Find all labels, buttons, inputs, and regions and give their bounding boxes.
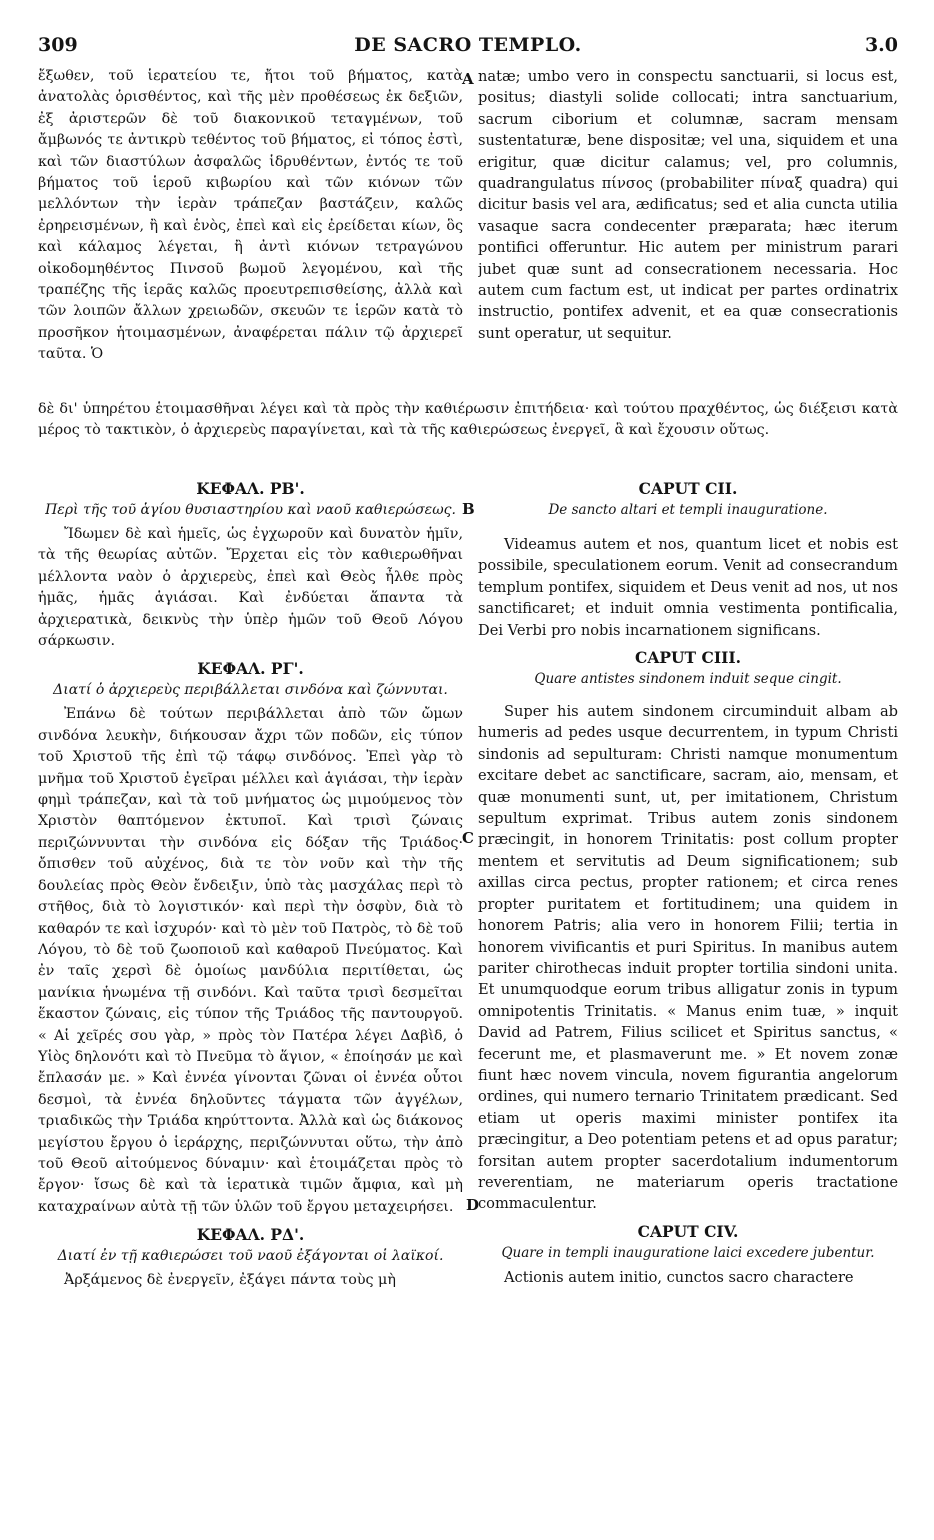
- chapter-subtitle: De sancto altari et templi inauguratione.: [548, 502, 828, 518]
- page-number-left: 309: [38, 34, 78, 56]
- margin-letter-b: B: [462, 500, 475, 518]
- greek-chapter-104: [38, 1224, 463, 1291]
- chapter-subtitle: Διατί ἐν τῇ καθιερώσει τοῦ ναοῦ ἐξάγονται οἱ λαϊκοί.: [57, 1248, 444, 1265]
- page-title: DE SACRO TEMPLO.: [354, 34, 582, 56]
- latin-column-chapters: [478, 478, 898, 1538]
- margin-letter-d: D: [466, 1196, 480, 1214]
- margin-letter-c: C: [462, 829, 474, 847]
- chapter-text: Ἴδωμεν δὲ καὶ ἡμεῖς, ὡς ἐγχωροῦν καὶ δυνατὸν ἡμῖν, τὰ τῆς θεωρίας αὐτῶν. Ἔρχεται εἰς τὸν καθιερωθῆναι μέλλοντα ναὸν ὁ ἀρχιερεὺς, ἐπεὶ καὶ Θεὸς ἦλθε πρὸς ἡμᾶς, ἡμᾶς ἁγιάσαι. Καὶ ἐνδύεται ἅπαντα τὰ ἀρχιερατικὰ, δεικνὺς τὴν ὑπὲρ ἡμῶν τοῦ Θεοῦ Λόγου σάρκωσιν.: [38, 526, 463, 650]
- chapter-subtitle: Quare antistes sindonem induit seque cingit.: [534, 671, 842, 688]
- page-number-right: 3.0: [864, 34, 898, 56]
- chapter-heading: CAPUT CII.: [638, 479, 738, 498]
- latin-column-top: [478, 66, 898, 396]
- chapter-heading: CAPUT CIII.: [635, 648, 741, 668]
- latin-top-paragraph: natæ; umbo vero in conspectu sanctuarii, si locus est, positus; diastyli solide collocati; intra sanctuarium, sacrum ciborium et columnæ, sacram mensam sustentaturæ, bene dispositæ; vel una, siquidem et una erigitur, quæ dicitur calamus; vel, pro columnis, quadrangulatus πίνσος (probabiliter πίναξ quadra) qui dicitur basis vel ara, ædificatus; sed et alia cuncta utilia vasaque sacra condecenter præparata; hæc iterum pontifici offeruntur. Hic autem per ministrum parari jubet quæ sunt ad consecrationem necessaria. Hoc autem cum factum est, ut indicat per partes ordinatrix instructio, pontifex advenit, et ea quæ consecrationis sunt operatur, ut sequitur.: [478, 68, 898, 342]
- chapter-text: Videamus autem et nos, quantum licet et nobis est possibile, speculationem eorum. Venit ad consecrandum templum pontifex, siquidem et Deus venit ad nos, ut nos sanctificaret; et induit omnia vestimenta pontificalia, Dei Verbi pro nobis incarnationem significans.: [478, 536, 898, 639]
- greek-column-chapters: [38, 478, 463, 1538]
- chapter-subtitle: Quare in templi inauguratione laici excedere jubentur.: [501, 1244, 875, 1261]
- latin-chapter-104: [478, 1221, 898, 1288]
- chapter-text: Actionis autem initio, cunctos sacro charactere: [504, 1268, 854, 1286]
- greek-chapter-103: [38, 658, 463, 1218]
- greek-chapter-102: [38, 478, 463, 652]
- chapter-text: Super his autem sindonem circuminduit albam ab humeris ad pedes usque decurrentem, in typum Christi sindonis ad sepulturam: Christi namque monumentum excitare debet ac sanctificare, sacram, aio, mensam, et quæ monumenti sunt, ut, per imitationem, Christum sepultum exprimat. Tribus autem zonis sindonem præcingit, in honorem Trinitatis: post collum propter mentem et servitutis ad Deum significationem; sub axillas circa pectus, propter rationem; et circa renes propter puritatem et fortitudinem; una quidem in honorem Patris; alia vero in honorem Filii; tertia in honorem vivificantis et puri Spiritus. In manibus autem pariter chirothecas induit propter tortilia sindoni unita. Et unumquodque eorum tribus alligatur zonis in typum omnipotentis Trinitatis. « Manus enim tuæ, » inquit David ad Patrem, Filius scilicet et Spiritus sanctus, « fecerunt me, et plasmaverunt me. » Et novem zonæ fiunt hæc novem vincula, novem figurantia angelorum ordines, qui numero ternario Trinitatem prædicant. Sed etiam ut operis maximi minister pontifex ita præcingitur, a Deo potentiam petens et ad opus paratur; forsitan autem propter sacerdotalium indumentorum reverentiam, ne materiarum operis tractatione commaculentur.: [478, 703, 898, 1213]
- greek-full-width: [38, 399, 898, 465]
- running-header: [38, 34, 898, 64]
- chapter-heading: ΚΕΦΑΛ. ΡΓ'.: [197, 659, 304, 679]
- chapter-heading: ΚΕΦΑΛ. ΡΒ'.: [196, 479, 305, 498]
- chapter-subtitle: Διατί ὁ ἀρχιερεὺς περιβάλλεται σινδόνα καὶ ζώννυται.: [53, 682, 448, 699]
- chapter-subtitle: Περὶ τῆς τοῦ ἁγίου θυσιαστηρίου καὶ ναοῦ καθιερώσεως.: [45, 502, 456, 518]
- chapter-heading: ΚΕΦΑΛ. ΡΔ'.: [196, 1225, 305, 1245]
- chapter-text: Ἐπάνω δὲ τούτων περιβάλλεται ἀπὸ τῶν ὤμων σινδόνα λευκὴν, διήκουσαν ἄχρι τῶν ποδῶν, εἰς τύπον τοῦ Χριστοῦ τῆς ἐπὶ τῷ τάφῳ σινδόνος. Ἐπεὶ γὰρ τὸ μνῆμα τοῦ Χριστοῦ ἐγεῖραι μέλλει καὶ ἁγιάσαι, τὴν ἱερὰν φημὶ τράπεζαν, καὶ τὰ τοῦ μνήματος ὡς μιμούμενος τὸν Χριστὸν θαπτόμενον ἐκτυποῖ. Καὶ τρισὶ ζώναις περιζώννυνται τὴν σινδόνα εἰς δόξαν τῆς Τριάδος· ὄπισθεν τοῦ αὐχένος, διὰ τε τὸν νοῦν καὶ τὴν τῆς δουλείας πρὸς Θεὸν ἔνδειξιν, ὑπὸ τὰς μασχάλας περὶ τὸ στῆθος, διὰ τὸ λογιστικόν· καὶ περὶ τὴν ὀσφὺν, διὰ τὸ καθαρόν τε καὶ ἰσχυρόν· καὶ τὸ μὲν τοῦ Πατρὸς, τὸ δὲ τοῦ Λόγου, τὸ δὲ τοῦ ζωοποιοῦ καὶ καθαροῦ Πνεύματος. Καὶ ἐν ταῖς χερσὶ δὲ ὁμοίως μανδύλια περιτίθεται, ὡς μανίκια ἡνωμένα τῇ σινδόνι. Καὶ ταῦτα τρισὶ δεσμεῖται ἕκαστον ζώναις, εἰς τύπον τῆς Τριάδος τῆς παντουργοῦ. « Αἱ χεῖρές σου γὰρ, » πρὸς τὸν Πατέρα λέγει Δαβὶδ, ὁ Υἱὸς δηλονότι καὶ τὸ Πνεῦμα τὸ ἅγιον, « ἐποίησάν με καὶ ἔπλασάν με. » Καὶ ἐννέα γίνονται ζῶναι οἱ ἐννέα οὗτοι δεσμοὶ, τὰ ἐννέα δηλοῦντες τάγματα τῶν ἀγγέλων, τριαδικῶς τὴν Τριάδα κηρύττοντα. Ἀλλὰ καὶ ὡς διάκονος μεγίστου ἔργου ὁ ἱεράρχης, περιζώννυται οὕτω, τὴν ἀπὸ τοῦ Θεοῦ αἰτούμενος δύναμιν· καὶ ἑτοιμάζεται πρὸς τὸ ἔργον· ἴσως δὲ καὶ τὰ ἱερατικὰ τιμῶν ἄμφια, καὶ μὴ καταχραίνων αὐτὰ τῇ τῶν ὑλῶν τοῦ ἔργου μεταχειρήσει.: [38, 706, 463, 1215]
- latin-chapter-103: [478, 647, 898, 1215]
- latin-chapter-102: [478, 478, 898, 641]
- chapter-heading: CAPUT CIV.: [637, 1221, 739, 1241]
- margin-letter-a: A: [462, 70, 474, 88]
- greek-full-paragraph: δὲ δι' ὑπηρέτου ἑτοιμασθῆναι λέγει καὶ τὰ πρὸς τὴν καθιέρωσιν ἐπιτήδεια· καὶ τούτου πραχθέντος, ὡς διέξεισι κατὰ μέρος τὸ τακτικὸν, ὁ ἀρχιερεὺς παραγίνεται, καὶ τὰ τῆς καθιερώσεως ἐνεργεῖ, ἃ καὶ ἔχουσιν οὕτως.: [38, 401, 898, 439]
- greek-column-top: [38, 66, 463, 396]
- greek-top-paragraph: ἔξωθεν, τοῦ ἱερατείου τε, ἤτοι τοῦ βήματος, κατὰ ἀνατολὰς ὁρισθέντος, καὶ τῆς μὲν προθέσεως ἐκ δεξιῶν, ἐξ ἀριστερῶν δὲ τοῦ διακονικοῦ τεταγμένων, τοῦ ἄμβωνός τε ἀντικρὺ τεθέντος τοῦ βήματος, εἰ τόπος ἐστὶ, καὶ τῶν διαστύλων ἀσφαλῶς ἱδρυθέντων, ἐντός τε τοῦ βήματος τοῦ ἱεροῦ κιβωρίου καὶ τῶν κιόνων τῶν μελλόντων τὴν ἱερὰν τράπεζαν βαστάζειν, καλῶς ἐρηρεισμένων, ἢ καὶ ἑνὸς, ἐπεὶ καὶ εἰς ἐρείδεται κίων, ὃς καὶ κάλαμος λέγεται, ἢ ἀντὶ κιόνων τετραγώνου οἰκοδομηθέντος Πινσοῦ βωμοῦ λεγομένου, καὶ τῆς τραπέζης τῆς ἱερᾶς καλῶς προευτρεπισθείσης, ἀλλὰ καὶ τῶν λοιπῶν ἄλλων χρειωδῶν, σκευῶν τε ἱερῶν κατὰ τὸ προσῆκον ἡτοιμασμένων, ἀναφέρεται πάλιν τῷ ἀρχιερεῖ ταῦτα. Ὁ: [38, 68, 463, 363]
- chapter-text: Ἀρξάμενος δὲ ἐνεργεῖν, ἐξάγει πάντα τοὺς μὴ: [64, 1272, 396, 1289]
